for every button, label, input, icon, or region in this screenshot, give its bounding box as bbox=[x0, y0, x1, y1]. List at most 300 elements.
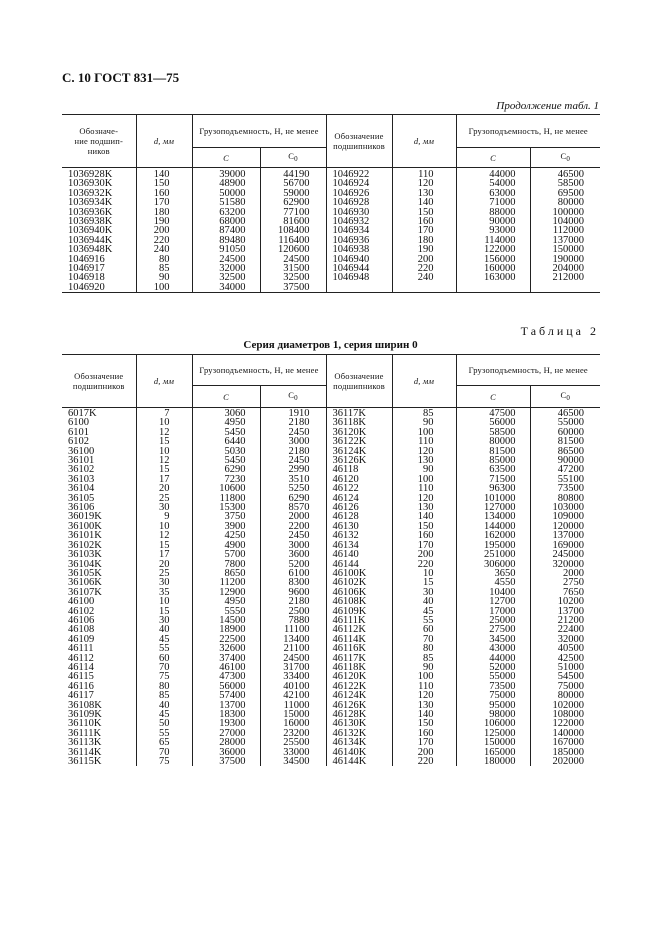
table-row bbox=[62, 208, 600, 217]
table-row bbox=[62, 189, 600, 198]
cell-right-c: 55000 bbox=[456, 672, 530, 681]
table-row bbox=[62, 255, 600, 264]
cell-right-d: 15 bbox=[392, 578, 456, 587]
table-2-title: Серия диаметров 1, серия ширин 0 bbox=[243, 339, 418, 351]
cell-left-designation: 36102K bbox=[68, 539, 102, 551]
cell-left-c0: 6290 bbox=[260, 494, 326, 503]
cell-right-d: 150 bbox=[392, 522, 456, 531]
cell-right-c: 162000 bbox=[456, 531, 530, 540]
cell-left-c: 11200 bbox=[192, 578, 260, 587]
cell-right-designation: 46120K bbox=[326, 672, 392, 681]
table-row bbox=[62, 597, 600, 606]
cell-right-c0: 21200 bbox=[530, 616, 600, 625]
cell-left-d: 30 bbox=[136, 578, 192, 587]
cell-left-c: 50000 bbox=[192, 189, 260, 198]
table-row bbox=[62, 672, 600, 681]
cell-right-d: 220 bbox=[392, 264, 456, 273]
cell-left-c0: 3000 bbox=[260, 541, 326, 550]
cell-left-d: 200 bbox=[136, 226, 192, 235]
cell-left-c: 57400 bbox=[192, 691, 260, 700]
t2-col-c0-header: $C_0$ bbox=[260, 386, 326, 408]
cell-left-designation: 46115 bbox=[68, 671, 94, 683]
cell-left-c: 4250 bbox=[192, 531, 260, 540]
cell-right-c: 251000 bbox=[456, 550, 530, 559]
table-row bbox=[62, 226, 600, 235]
col-d-header: d, мм bbox=[136, 115, 192, 168]
cell-right-designation: 46132 bbox=[326, 531, 392, 540]
cell-left-d: 10 bbox=[136, 418, 192, 427]
cell-right-c bbox=[456, 283, 530, 293]
cell-left-d: 10 bbox=[136, 447, 192, 456]
cell-left-designation: 1036944K bbox=[68, 234, 113, 246]
cell-right-c: 63000 bbox=[456, 189, 530, 198]
cell-right-d: 110 bbox=[392, 484, 456, 493]
cell-left-c0: 108400 bbox=[260, 226, 326, 235]
cell-left-c: 87400 bbox=[192, 226, 260, 235]
cell-left-c: 18300 bbox=[192, 710, 260, 719]
cell-left-designation: 36101 bbox=[68, 455, 95, 467]
cell-right-designation: 36124K bbox=[326, 447, 392, 456]
cell-left-designation: 46109 bbox=[68, 633, 95, 645]
cell-left-d: 25 bbox=[136, 494, 192, 503]
cell-right-c0: 2750 bbox=[530, 578, 600, 587]
cell-right-c: 127000 bbox=[456, 503, 530, 512]
cell-left-d: 180 bbox=[136, 208, 192, 217]
cell-left-c0: 81600 bbox=[260, 217, 326, 226]
cell-right-d: 100 bbox=[392, 672, 456, 681]
cell-right-designation: 36120K bbox=[326, 428, 392, 437]
cell-right-d: 85 bbox=[392, 654, 456, 663]
cell-right-c0: 150000 bbox=[530, 245, 600, 254]
cell-right-c: 43000 bbox=[456, 644, 530, 653]
cell-right-c: 80000 bbox=[456, 437, 530, 446]
cell-right-d: 70 bbox=[392, 635, 456, 644]
cell-left-d: 12 bbox=[136, 456, 192, 465]
table-row bbox=[62, 217, 600, 226]
cell-right-d: 55 bbox=[392, 616, 456, 625]
cell-right-designation: 1046938 bbox=[326, 245, 392, 254]
cell-right-designation: 46111K bbox=[326, 616, 392, 625]
cell-left-designation: 46111 bbox=[68, 643, 94, 655]
col-c0-header: $C_0$ bbox=[260, 148, 326, 168]
cell-left-d: 100 bbox=[136, 283, 192, 293]
cell-right-d: 120 bbox=[392, 494, 456, 503]
cell-right-c0: 81500 bbox=[530, 437, 600, 446]
cell-right-c: 101000 bbox=[456, 494, 530, 503]
cell-right-c: 114000 bbox=[456, 236, 530, 245]
cell-right-c: 180000 bbox=[456, 757, 530, 766]
cell-left-designation: 36106K bbox=[68, 577, 102, 589]
table-row bbox=[62, 607, 600, 616]
cell-right-c: 12700 bbox=[456, 597, 530, 606]
table-row bbox=[62, 236, 600, 245]
cell-right-c0: 7650 bbox=[530, 588, 600, 597]
cell-right-d: 180 bbox=[392, 236, 456, 245]
cell-right-designation: 46140K bbox=[326, 748, 392, 757]
table-row bbox=[62, 738, 600, 747]
cell-right-c0: 13700 bbox=[530, 607, 600, 616]
cell-right-designation: 46120 bbox=[326, 475, 392, 484]
cell-right-designation: 46122 bbox=[326, 484, 392, 493]
cell-left-c0: 3000 bbox=[260, 437, 326, 446]
cell-left-d: 10 bbox=[136, 522, 192, 531]
cell-right-c0: 73500 bbox=[530, 484, 600, 493]
cell-right-c: 81500 bbox=[456, 447, 530, 456]
cell-left-c0: 56700 bbox=[260, 179, 326, 188]
cell-left-d: 90 bbox=[136, 273, 192, 282]
cell-right-designation: 46132K bbox=[326, 729, 392, 738]
cell-right-c: 44000 bbox=[456, 654, 530, 663]
table-row bbox=[62, 729, 600, 738]
cell-right-d: 150 bbox=[392, 719, 456, 728]
cell-left-designation: 36110K bbox=[68, 718, 102, 730]
cell-right-c0: 55000 bbox=[530, 418, 600, 427]
cell-right-c: 4550 bbox=[456, 578, 530, 587]
cell-left-c0: 2180 bbox=[260, 597, 326, 606]
cell-left-c0: 59000 bbox=[260, 189, 326, 198]
cell-right-c: 75000 bbox=[456, 691, 530, 700]
cell-right-c0: 140000 bbox=[530, 729, 600, 738]
cell-right-c0: 245000 bbox=[530, 550, 600, 559]
cell-right-designation bbox=[326, 283, 392, 293]
cell-left-d: 10 bbox=[136, 597, 192, 606]
cell-right-designation: 1046930 bbox=[326, 208, 392, 217]
cell-left-d: 9 bbox=[136, 512, 192, 521]
cell-left-c: 4950 bbox=[192, 418, 260, 427]
cell-right-c0: 32000 bbox=[530, 635, 600, 644]
cell-left-d: 45 bbox=[136, 635, 192, 644]
table-row bbox=[62, 179, 600, 188]
cell-left-designation: 36108K bbox=[68, 699, 102, 711]
cell-right-c: 163000 bbox=[456, 273, 530, 282]
cell-right-d: 10 bbox=[392, 569, 456, 578]
cell-left-d: 40 bbox=[136, 625, 192, 634]
cell-left-designation: 46114 bbox=[68, 661, 94, 673]
cell-left-c: 6290 bbox=[192, 465, 260, 474]
cell-right-d: 200 bbox=[392, 255, 456, 264]
cell-left-c0: 5200 bbox=[260, 560, 326, 569]
cell-right-c0: 320000 bbox=[530, 560, 600, 569]
cell-right-c: 144000 bbox=[456, 522, 530, 531]
cell-left-d: 15 bbox=[136, 541, 192, 550]
bearing-table-1 bbox=[62, 114, 600, 293]
cell-left-designation: 46106 bbox=[68, 614, 95, 626]
cell-right-c0: 202000 bbox=[530, 757, 600, 766]
cell-right-c: 85000 bbox=[456, 456, 530, 465]
cell-left-c0: 24500 bbox=[260, 654, 326, 663]
table-row bbox=[62, 408, 600, 419]
cell-right-d: 120 bbox=[392, 691, 456, 700]
cell-left-d: 140 bbox=[136, 168, 192, 180]
table-row bbox=[62, 264, 600, 273]
cell-left-c0: 31500 bbox=[260, 264, 326, 273]
cell-right-c: 54000 bbox=[456, 179, 530, 188]
t2-col-designation-header: Обозначение подшипников bbox=[62, 355, 136, 408]
cell-right-c0: 40500 bbox=[530, 644, 600, 653]
cell-right-c0: 75000 bbox=[530, 682, 600, 691]
cell-left-d: 160 bbox=[136, 189, 192, 198]
cell-right-designation: 46112K bbox=[326, 625, 392, 634]
cell-left-designation: 46100 bbox=[68, 596, 95, 608]
cell-right-d: 130 bbox=[392, 456, 456, 465]
cell-left-d: 12 bbox=[136, 428, 192, 437]
cell-right-designation: 46126K bbox=[326, 701, 392, 710]
cell-right-d: 130 bbox=[392, 701, 456, 710]
cell-left-c: 63200 bbox=[192, 208, 260, 217]
table-row bbox=[62, 522, 600, 531]
cell-left-c: 19300 bbox=[192, 719, 260, 728]
cell-left-c0: 2180 bbox=[260, 418, 326, 427]
cell-left-d: 15 bbox=[136, 465, 192, 474]
t2-col-capacity2-header: Грузоподъемность, Н, не менее bbox=[456, 355, 600, 386]
cell-left-c: 5030 bbox=[192, 447, 260, 456]
cell-right-designation: 46126 bbox=[326, 503, 392, 512]
cell-right-designation: 46118 bbox=[326, 465, 392, 474]
cell-right-d: 110 bbox=[392, 437, 456, 446]
cell-left-c: 91050 bbox=[192, 245, 260, 254]
cell-left-c: 27000 bbox=[192, 729, 260, 738]
table-row bbox=[62, 465, 600, 474]
cell-right-c0: 60000 bbox=[530, 428, 600, 437]
cell-right-c: 52000 bbox=[456, 663, 530, 672]
cell-left-designation: 1046920 bbox=[68, 281, 105, 293]
cell-right-c: 58500 bbox=[456, 428, 530, 437]
table-row bbox=[62, 541, 600, 550]
table-row bbox=[62, 691, 600, 700]
cell-right-d: 190 bbox=[392, 245, 456, 254]
cell-right-d: 45 bbox=[392, 607, 456, 616]
cell-right-d bbox=[392, 283, 456, 293]
table-row bbox=[62, 578, 600, 587]
cell-right-c: 71000 bbox=[456, 198, 530, 207]
cell-left-d: 55 bbox=[136, 729, 192, 738]
cell-right-c0: 169000 bbox=[530, 541, 600, 550]
cell-left-d: 17 bbox=[136, 475, 192, 484]
cell-left-c: 11800 bbox=[192, 494, 260, 503]
cell-left-designation: 1046916 bbox=[68, 253, 105, 265]
table-row bbox=[62, 512, 600, 521]
cell-right-c: 71500 bbox=[456, 475, 530, 484]
cell-right-c0: 80000 bbox=[530, 691, 600, 700]
cell-right-c: 195000 bbox=[456, 541, 530, 550]
cell-left-c0: 25500 bbox=[260, 738, 326, 747]
table-row bbox=[62, 625, 600, 634]
cell-left-c: 37400 bbox=[192, 654, 260, 663]
cell-left-c0: 42100 bbox=[260, 691, 326, 700]
table-row bbox=[62, 701, 600, 710]
table-row bbox=[62, 550, 600, 559]
cell-left-c: 51580 bbox=[192, 198, 260, 207]
cell-left-c0: 33000 bbox=[260, 748, 326, 757]
cell-left-c: 39000 bbox=[192, 168, 260, 180]
cell-left-c: 34000 bbox=[192, 283, 260, 293]
cell-left-designation: 36111K bbox=[68, 727, 102, 739]
cell-right-c0: 47200 bbox=[530, 465, 600, 474]
cell-left-c: 6440 bbox=[192, 437, 260, 446]
cell-left-c: 5700 bbox=[192, 550, 260, 559]
cell-right-c0: 100000 bbox=[530, 208, 600, 217]
cell-left-c: 4950 bbox=[192, 597, 260, 606]
cell-right-c0: 137000 bbox=[530, 531, 600, 540]
cell-right-c: 34500 bbox=[456, 635, 530, 644]
cell-right-c: 17000 bbox=[456, 607, 530, 616]
cell-left-designation: 36103 bbox=[68, 473, 95, 485]
cell-left-designation: 6102 bbox=[68, 436, 89, 448]
cell-left-designation: 36019K bbox=[68, 511, 102, 523]
cell-right-c: 25000 bbox=[456, 616, 530, 625]
cell-right-c: 125000 bbox=[456, 729, 530, 738]
table-row bbox=[62, 484, 600, 493]
cell-right-c0: 46500 bbox=[530, 408, 600, 419]
cell-right-d: 170 bbox=[392, 226, 456, 235]
cell-right-c: 10400 bbox=[456, 588, 530, 597]
cell-right-d: 220 bbox=[392, 757, 456, 766]
cell-right-d: 160 bbox=[392, 531, 456, 540]
cell-left-d: 190 bbox=[136, 217, 192, 226]
cell-right-designation: 46108K bbox=[326, 597, 392, 606]
cell-left-designation: 36100K bbox=[68, 520, 102, 532]
cell-left-c: 18900 bbox=[192, 625, 260, 634]
cell-left-d: 60 bbox=[136, 654, 192, 663]
cell-right-designation: 46128 bbox=[326, 512, 392, 521]
cell-right-d: 110 bbox=[392, 682, 456, 691]
cell-left-d: 220 bbox=[136, 236, 192, 245]
cell-right-c0: 55100 bbox=[530, 475, 600, 484]
cell-left-c: 48900 bbox=[192, 179, 260, 188]
cell-left-c0: 2000 bbox=[260, 512, 326, 521]
cell-right-c0: 104000 bbox=[530, 217, 600, 226]
table-row bbox=[62, 198, 600, 207]
cell-left-designation: 46102 bbox=[68, 605, 95, 617]
cell-left-c0: 2990 bbox=[260, 465, 326, 474]
cell-left-c0: 2500 bbox=[260, 607, 326, 616]
cell-left-c0: 2450 bbox=[260, 531, 326, 540]
cell-left-d: 65 bbox=[136, 738, 192, 747]
cell-right-designation: 1046934 bbox=[326, 226, 392, 235]
cell-right-c0: 2000 bbox=[530, 569, 600, 578]
cell-right-c0: 185000 bbox=[530, 748, 600, 757]
cell-right-c0: 10200 bbox=[530, 597, 600, 606]
cell-right-d: 90 bbox=[392, 663, 456, 672]
cell-left-d: 20 bbox=[136, 560, 192, 569]
cell-right-designation: 46118K bbox=[326, 663, 392, 672]
cell-right-c: 73500 bbox=[456, 682, 530, 691]
cell-right-designation: 1046940 bbox=[326, 255, 392, 264]
table-row bbox=[62, 418, 600, 427]
cell-left-d: 85 bbox=[136, 264, 192, 273]
cell-left-c0: 21100 bbox=[260, 644, 326, 653]
table-row bbox=[62, 569, 600, 578]
cell-left-designation: 36114K bbox=[68, 746, 102, 758]
cell-right-d: 90 bbox=[392, 465, 456, 474]
cell-left-c0: 13400 bbox=[260, 635, 326, 644]
cell-left-c0: 11100 bbox=[260, 625, 326, 634]
cell-right-c0: 51000 bbox=[530, 663, 600, 672]
cell-right-designation: 1046948 bbox=[326, 273, 392, 282]
cell-right-c0: 54500 bbox=[530, 672, 600, 681]
cell-left-designation: 36100 bbox=[68, 445, 95, 457]
cell-left-c: 32500 bbox=[192, 273, 260, 282]
cell-left-d: 35 bbox=[136, 588, 192, 597]
cell-left-c0: 34500 bbox=[260, 757, 326, 766]
cell-right-c: 156000 bbox=[456, 255, 530, 264]
table-row bbox=[62, 719, 600, 728]
cell-left-c: 37500 bbox=[192, 757, 260, 766]
cell-right-c: 106000 bbox=[456, 719, 530, 728]
cell-left-c: 7230 bbox=[192, 475, 260, 484]
cell-left-c0: 1910 bbox=[260, 408, 326, 419]
cell-right-designation: 1046928 bbox=[326, 198, 392, 207]
cell-right-d: 130 bbox=[392, 503, 456, 512]
cell-right-designation: 46128K bbox=[326, 710, 392, 719]
cell-left-c0: 31700 bbox=[260, 663, 326, 672]
col-d2-header: d, мм bbox=[392, 115, 456, 168]
cell-right-c0: 102000 bbox=[530, 701, 600, 710]
table-row bbox=[62, 245, 600, 254]
table-row bbox=[62, 635, 600, 644]
cell-right-c: 150000 bbox=[456, 738, 530, 747]
cell-right-d: 130 bbox=[392, 189, 456, 198]
cell-left-c0: 2180 bbox=[260, 447, 326, 456]
cell-right-designation: 46102K bbox=[326, 578, 392, 587]
table-row bbox=[62, 456, 600, 465]
cell-right-c: 93000 bbox=[456, 226, 530, 235]
cell-right-c: 27500 bbox=[456, 625, 530, 634]
cell-left-c0: 44190 bbox=[260, 168, 326, 180]
cell-left-c0: 7880 bbox=[260, 616, 326, 625]
cell-right-designation: 46106K bbox=[326, 588, 392, 597]
cell-right-d: 220 bbox=[392, 560, 456, 569]
cell-right-designation: 1046922 bbox=[326, 168, 392, 180]
table-row bbox=[62, 437, 600, 446]
cell-left-c: 13700 bbox=[192, 701, 260, 710]
cell-left-d: 75 bbox=[136, 672, 192, 681]
cell-right-c0: 86500 bbox=[530, 447, 600, 456]
cell-left-c: 32000 bbox=[192, 264, 260, 273]
cell-left-d: 50 bbox=[136, 719, 192, 728]
cell-left-c: 22500 bbox=[192, 635, 260, 644]
cell-left-designation: 36105K bbox=[68, 567, 102, 579]
cell-left-d: 80 bbox=[136, 255, 192, 264]
table-row bbox=[62, 503, 600, 512]
table-2-label: Таблица 2 bbox=[520, 324, 599, 338]
cell-right-d: 150 bbox=[392, 208, 456, 217]
cell-right-d: 140 bbox=[392, 198, 456, 207]
cell-right-designation: 36117K bbox=[326, 408, 392, 419]
cell-right-c: 122000 bbox=[456, 245, 530, 254]
cell-right-c0: 204000 bbox=[530, 264, 600, 273]
cell-right-designation: 46122K bbox=[326, 682, 392, 691]
cell-right-d: 240 bbox=[392, 273, 456, 282]
cell-right-designation: 36126K bbox=[326, 456, 392, 465]
col-c02-header: $C_0$ bbox=[530, 148, 600, 168]
cell-left-c: 56000 bbox=[192, 682, 260, 691]
t2-col-d2-header: d, мм bbox=[392, 355, 456, 408]
cell-left-d: 15 bbox=[136, 607, 192, 616]
cell-right-c0: 90000 bbox=[530, 456, 600, 465]
cell-right-designation: 1046932 bbox=[326, 217, 392, 226]
cell-left-c0: 24500 bbox=[260, 255, 326, 264]
cell-left-designation: 6100 bbox=[68, 417, 89, 429]
cell-left-designation: 1036934K bbox=[68, 197, 113, 209]
cell-left-c: 32600 bbox=[192, 644, 260, 653]
cell-right-c0: 190000 bbox=[530, 255, 600, 264]
cell-left-designation: 1046918 bbox=[68, 272, 105, 284]
cell-left-c: 5450 bbox=[192, 456, 260, 465]
cell-right-c0: 122000 bbox=[530, 719, 600, 728]
cell-left-c: 28000 bbox=[192, 738, 260, 747]
cell-right-c: 165000 bbox=[456, 748, 530, 757]
